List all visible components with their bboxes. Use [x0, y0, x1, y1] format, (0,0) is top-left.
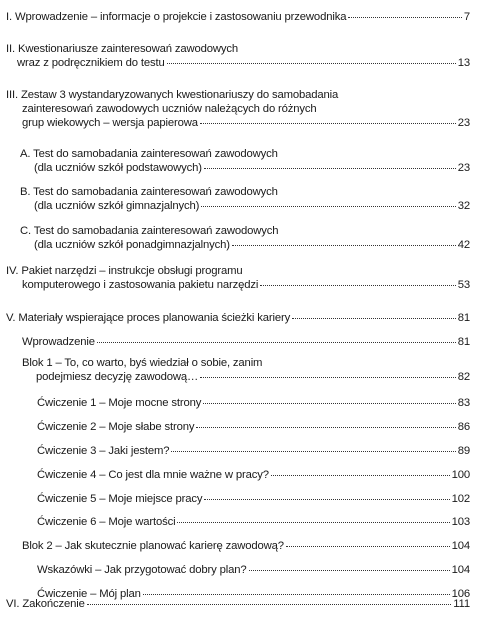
toc-entry-last-line [37, 396, 470, 410]
toc-entry-last-line [22, 539, 470, 553]
toc-entry-title: Blok 2 – Jak skutecznie planować karierę zawodową? [22, 540, 284, 552]
toc-page-number: 104 [451, 540, 470, 552]
toc-entry-title: C. Test do samobadania zainteresowań zawodowych [20, 225, 279, 237]
toc-entry-title: Ćwiczenie 1 – Moje mocne strony [37, 397, 202, 409]
toc-entry-title: V. Materiały wspierające proces planowania ścieżki kariery [6, 312, 291, 324]
toc-entry-title: wraz z podręcznikiem do testu [17, 57, 165, 69]
toc-page-number: 13 [457, 57, 470, 69]
toc-page-number: 81 [457, 336, 470, 348]
toc-entry-title: zainteresowań zawodowych uczniów należących do różnych [22, 103, 317, 115]
toc-page-number: 82 [457, 371, 470, 383]
toc-page-number: 81 [457, 312, 470, 324]
toc-entry-last-line [17, 56, 470, 70]
toc-entry-last-line [22, 278, 470, 292]
toc-entry-title: Ćwiczenie 2 – Moje słabe strony [37, 421, 195, 433]
dot-leader [292, 318, 456, 319]
toc-entry-line [20, 185, 278, 199]
toc-page-number: 42 [457, 239, 470, 251]
dot-leader [177, 522, 449, 523]
toc-entry-title: B. Test do samobadania zainteresowań zawodowych [20, 186, 278, 198]
toc-page-number: 106 [451, 588, 470, 600]
toc-entry-line [22, 102, 317, 116]
dot-leader [203, 403, 455, 404]
toc-entry-title: Ćwiczenie 3 – Jaki jestem? [37, 445, 170, 457]
toc-entry-last-line [37, 420, 470, 434]
dot-leader [286, 546, 450, 547]
toc-entry-last-line [34, 238, 470, 252]
toc-entry-last-line [37, 444, 470, 458]
toc-entry-title: II. Kwestionariusze zainteresowań zawodowych [6, 43, 239, 55]
toc-page-number: 53 [457, 279, 470, 291]
toc-entry-title: komputerowego i zastosowania pakietu narzędzi [22, 279, 259, 291]
toc-page-number: 111 [453, 598, 470, 610]
toc-entry-title: Ćwiczenie 5 – Moje miejsce pracy [37, 493, 203, 505]
toc-entry-last-line [6, 311, 470, 325]
toc-entry-title: Blok 1 – To, co warto, byś wiedział o sobie, zanim [22, 357, 263, 369]
toc-page-number: 83 [457, 397, 470, 409]
toc-page-number: 86 [457, 421, 470, 433]
toc-page-number: 102 [451, 493, 470, 505]
dot-leader [260, 285, 455, 286]
dot-leader [271, 475, 450, 476]
dot-leader [348, 17, 462, 18]
toc-entry-title: Wprowadzenie [22, 336, 95, 348]
toc-entry-last-line [37, 515, 470, 529]
toc-entry-title: Ćwiczenie 6 – Moje wartości [37, 516, 176, 528]
toc-page-number: 23 [457, 162, 470, 174]
toc-entry-title: grup wiekowych – wersja papierowa [22, 117, 198, 129]
toc-entry-last-line [34, 161, 470, 175]
toc-entry-line [22, 356, 262, 370]
dot-leader [204, 499, 449, 500]
dot-leader [196, 427, 455, 428]
toc-entry-title: IV. Pakiet narzędzi – instrukcje obsługi programu [6, 265, 243, 277]
toc-entry-title: VI. Zakończenie [6, 598, 85, 610]
toc-page-number: 23 [457, 117, 470, 129]
toc-entry-title: Wskazówki – Jak przygotować dobry plan? [37, 564, 247, 576]
dot-leader [143, 594, 450, 595]
dot-leader [97, 342, 456, 343]
toc-entry-title: (dla uczniów szkół gimnazjalnych) [34, 200, 200, 212]
dot-leader [200, 123, 456, 124]
dot-leader [201, 206, 456, 207]
toc-entry-title: I. Wprowadzenie – informacje o projekcie i zastosowaniu przewodnika [6, 11, 347, 23]
toc-entry-title: (dla uczniów szkół ponadgimnazjalnych) [34, 239, 230, 251]
toc-entry-title: Ćwiczenie 4 – Co jest dla mnie ważne w pracy? [37, 469, 269, 481]
dot-leader [204, 168, 456, 169]
toc-page-number: 104 [451, 564, 470, 576]
toc-page-number: 100 [451, 469, 470, 481]
toc-entry-last-line [22, 116, 470, 130]
toc-entry-line [20, 147, 278, 161]
toc-entry-last-line [22, 335, 470, 349]
dot-leader [167, 63, 456, 64]
toc-entry-last-line [6, 10, 470, 24]
toc-entry-last-line [37, 468, 470, 482]
toc-entry-line [6, 42, 238, 56]
toc-entry-line [20, 224, 278, 238]
dot-leader [232, 245, 456, 246]
toc-page-number: 32 [457, 200, 470, 212]
toc-entry-title: podejmiesz decyzję zawodową… [36, 371, 199, 383]
dot-leader [249, 570, 450, 571]
toc-entry-line [6, 264, 243, 278]
toc-entry-last-line [37, 563, 470, 577]
toc-entry-last-line [6, 597, 470, 611]
toc-entry-last-line [37, 492, 470, 506]
dot-leader [171, 451, 455, 452]
toc-entry-title: (dla uczniów szkół podstawowych) [34, 162, 202, 174]
toc-entry-last-line [36, 370, 470, 384]
dot-leader [200, 377, 456, 378]
dot-leader [87, 604, 452, 605]
toc-page-number: 89 [457, 445, 470, 457]
toc-page-number: 7 [463, 11, 470, 23]
toc-page-number: 103 [451, 516, 470, 528]
toc-entry-title: A. Test do samobadania zainteresowań zawodowych [20, 148, 278, 160]
toc-entry-line [6, 88, 338, 102]
toc-entry-title: III. Zestaw 3 wystandaryzowanych kwestionariuszy do samobadania [6, 89, 339, 101]
toc-entry-last-line [34, 199, 470, 213]
toc-entry-title: Ćwiczenie – Mój plan [37, 588, 141, 600]
